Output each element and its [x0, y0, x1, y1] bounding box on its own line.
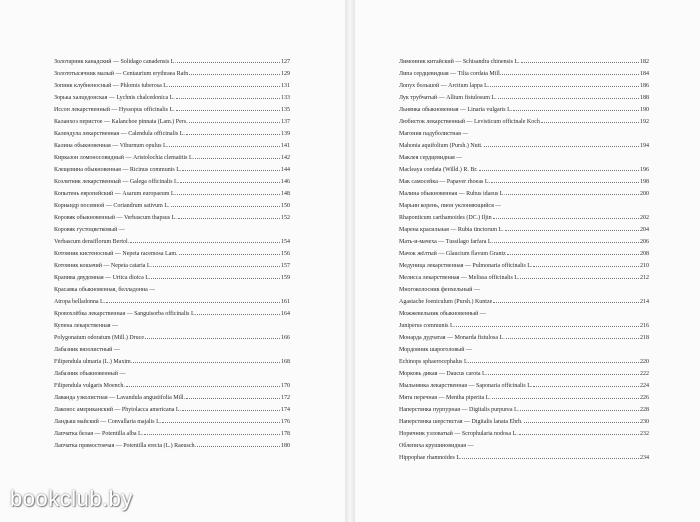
- toc-entry: [54, 356, 290, 368]
- dot-leader: [130, 241, 280, 243]
- toc-entry: [54, 68, 290, 80]
- right-page: [355, 0, 700, 522]
- toc-entry-text: Многоколосник фенхельный —: [399, 287, 480, 293]
- toc-entry-text: Монарда дудчатая — Monarda fistulosa L.: [399, 335, 505, 341]
- toc-page-number: 234: [640, 455, 649, 461]
- toc-entry: [399, 92, 649, 104]
- toc-entry-text: Macleaya cordata (Willd.) R. Br.: [399, 167, 478, 173]
- toc-page-number: 146: [281, 179, 290, 185]
- toc-entry-text: Календула лекарственная — Calendula officinalis L.: [54, 131, 185, 137]
- toc-entry: [54, 320, 290, 332]
- toc-entry: [399, 128, 649, 140]
- toc-page-number: 224: [640, 383, 649, 389]
- toc-entry: [54, 128, 290, 140]
- toc-entry-text: Марена красильная — Rubia tinctorum L.: [399, 227, 504, 233]
- toc-entry-text: Echinops sphaerocephalus L.: [399, 359, 470, 365]
- toc-page-number: 154: [281, 239, 290, 245]
- dot-leader: [145, 337, 280, 339]
- toc-page-number: 186: [640, 83, 649, 89]
- toc-entry-text: Mahonia aquifolium (Pursh.) Nutt.: [399, 143, 483, 149]
- watermark-logo: bookclub.by: [10, 486, 133, 511]
- toc-page-number: 208: [640, 251, 649, 257]
- toc-page-number: 152: [281, 215, 290, 221]
- toc-entry-text: Лопух большой — Arctium lappa L.: [399, 83, 490, 89]
- toc-entry-text: Копытень европейский — Asarum europaeum L.: [54, 191, 177, 197]
- dot-leader: [505, 229, 639, 231]
- toc-entry-text: Коровяк обыкновенный — Verbascum thapsus L.: [54, 215, 177, 221]
- dot-leader: [462, 457, 639, 459]
- toc-entry: [54, 116, 290, 128]
- toc-page-number: 232: [640, 431, 649, 437]
- toc-entry-text: Verbascum densiflorum Bertol.: [54, 239, 130, 245]
- toc-entry-text: Polygonatum odoratum (Mill.) Druce: [54, 335, 144, 341]
- toc-entry-text: Лимонник китайский — Schisandra chinensis L.: [399, 59, 520, 65]
- toc-page-number: 172: [281, 395, 290, 401]
- toc-entry-text: Малина обыкновенная — Rubus idaeus L.: [399, 191, 505, 197]
- toc-entry-text: Лапчатка прямостоячая — Potentilla erecta (L.) Raeusch.: [54, 443, 197, 449]
- toc-entry: [54, 152, 290, 164]
- toc-entry: [399, 416, 649, 428]
- dot-leader: [126, 385, 280, 387]
- dot-leader: [506, 193, 639, 195]
- dot-leader: [470, 361, 639, 363]
- toc-entry-text: Льнянка обыкновенная — Linaria vulgaris L.: [399, 107, 513, 113]
- toc-entry: [54, 260, 290, 272]
- toc-page-number: 212: [640, 275, 649, 281]
- dot-leader: [106, 301, 280, 303]
- toc-entry-text: Кирказон ломоносовидный — Aristolochia clematitis L.: [54, 155, 195, 161]
- toc-page-number: 190: [640, 107, 649, 113]
- toc-entry-text: Лабазник обыкновенный —: [54, 371, 126, 377]
- dot-leader: [197, 445, 280, 447]
- toc-page-number: 210: [640, 263, 649, 269]
- toc-entry: [399, 452, 649, 464]
- toc-entry: [399, 260, 649, 272]
- toc-entry: [54, 380, 290, 392]
- dot-leader: [177, 61, 280, 63]
- toc-page-number: 142: [281, 155, 290, 161]
- toc-entry: [54, 188, 290, 200]
- toc-entry: [54, 248, 290, 260]
- toc-entry: [54, 236, 290, 248]
- toc-entry-text: Зорька халцедонская — Lychnis chalcedonica L.: [54, 95, 175, 101]
- toc-entry-text: Мелисса лекарственная — Melissa officinalis L.: [399, 275, 520, 281]
- toc-page-number: 156: [281, 251, 290, 257]
- dot-leader: [520, 277, 639, 279]
- toc-entry: [54, 104, 290, 116]
- dot-leader: [507, 253, 639, 255]
- toc-page-number: 139: [281, 131, 290, 137]
- toc-entry-text: Красавка обыкновенная, белладонна —: [54, 287, 156, 293]
- toc-entry: [399, 152, 649, 164]
- toc-page-number: 137: [281, 119, 290, 125]
- toc-page-number: 168: [281, 359, 290, 365]
- dot-leader: [541, 121, 639, 123]
- toc-entry: [54, 392, 290, 404]
- toc-entry-text: Можжевельник обыкновенный —: [399, 311, 486, 317]
- toc-entry-text: Марьин корень, пион уклоняющийся —: [399, 203, 502, 209]
- toc-entry-text: Липа сердцевидная — Tilia cordata Mill.: [399, 71, 502, 77]
- dot-leader: [524, 421, 639, 423]
- dot-leader: [493, 301, 639, 303]
- toc-entry: [399, 368, 649, 380]
- toc-entry-text: Atropa belladonna L.: [54, 299, 106, 305]
- toc-entry-text: Наперстянка шерстистая — Digitalis lanata Ehrh.: [399, 419, 523, 425]
- dot-leader: [456, 325, 639, 327]
- dot-leader: [144, 433, 280, 435]
- dot-leader: [488, 373, 639, 375]
- dot-leader: [177, 193, 280, 195]
- toc-entry-text: Калина обыкновенная — Viburnum opulus L.: [54, 143, 169, 149]
- toc-entry-text: Медуница лекарственная — Pulmonaria officinalis L.: [399, 263, 533, 269]
- dot-leader: [182, 409, 280, 411]
- dot-leader: [133, 361, 280, 363]
- toc-entry-text: Котовник кистеносный — Nepeta racemosa Lam.: [54, 251, 178, 257]
- toc-page-number: 129: [281, 71, 290, 77]
- toc-entry-text: Наперстянка пурпурная — Digitalis purpurea L.: [399, 407, 520, 413]
- toc-page-number: 200: [640, 191, 649, 197]
- toc-page-number: 196: [640, 167, 649, 173]
- toc-entry-text: Норичник узловатый — Scrophularia nodosa L.: [399, 431, 518, 437]
- toc-page-number: 220: [640, 359, 649, 365]
- toc-entry: [399, 116, 649, 128]
- toc-entry-text: Лаконос американский — Phytolacca americana L.: [54, 407, 182, 413]
- dot-leader: [492, 397, 639, 399]
- toc-entry-text: Мать-и-мачеха — Tussilago farfara L.: [399, 239, 494, 245]
- dot-leader: [186, 397, 280, 399]
- toc-entry: [399, 176, 649, 188]
- dot-leader: [195, 157, 280, 159]
- toc-entry: [54, 140, 290, 152]
- dot-leader: [498, 97, 639, 99]
- toc-entry: [399, 80, 649, 92]
- toc-entry-text: Лабазник вязолистный —: [54, 347, 120, 353]
- toc-page-number: 226: [640, 395, 649, 401]
- toc-page-number: 188: [640, 95, 649, 101]
- toc-entry: [399, 104, 649, 116]
- toc-entry: [54, 440, 290, 452]
- toc-page-number: 141: [281, 143, 290, 149]
- toc-entry: [54, 176, 290, 188]
- dot-leader: [519, 433, 639, 435]
- toc-page-number: 157: [281, 263, 290, 269]
- toc-page-number: 166: [281, 335, 290, 341]
- toc-page-number: 222: [640, 371, 649, 377]
- toc-entry-text: Золотарник канадский — Solidago canadensis L.: [54, 59, 176, 65]
- dot-leader: [533, 385, 639, 387]
- toc-page-number: 230: [640, 419, 649, 425]
- toc-entry: [54, 416, 290, 428]
- toc-entry-text: Купена лекарственная —: [54, 323, 119, 329]
- dot-leader: [169, 145, 280, 147]
- toc-page-number: 198: [640, 179, 649, 185]
- toc-entry: [399, 200, 649, 212]
- toc-entry-text: Agastache foeniculum (Pursh.) Kuntze: [399, 299, 493, 305]
- toc-page-number: 214: [640, 299, 649, 305]
- toc-page-number: 150: [281, 203, 290, 209]
- toc-entry-text: Магония падуболистная —: [399, 131, 469, 137]
- toc-entry-text: Каланхоэ перистое — Kalanchoe pinnata (Lam.) Pers.: [54, 119, 188, 125]
- toc-entry-text: Лапчатка белая — Potentilla alba L.: [54, 431, 144, 437]
- toc-entry: [399, 380, 649, 392]
- toc-entry: [399, 404, 649, 416]
- toc-entry-text: Ландыш майский — Convallaria majalis L.: [54, 419, 162, 425]
- toc-entry: [54, 80, 290, 92]
- dot-leader: [479, 169, 639, 171]
- toc-page-number: 164: [281, 311, 290, 317]
- toc-entry-text: Крапива двудомная — Urtica dioica L.: [54, 275, 151, 281]
- toc-entry-text: Мята перечная — Mentha piperita L.: [399, 395, 491, 401]
- toc-entry: [54, 368, 290, 380]
- toc-entry: [54, 428, 290, 440]
- dot-leader: [484, 145, 640, 147]
- toc-entry: [399, 212, 649, 224]
- toc-entry: [399, 56, 649, 68]
- toc-entry: [399, 272, 649, 284]
- toc-entry-text: Иссоп лекарственный — Hyssopus officinalis L.: [54, 107, 175, 113]
- dot-leader: [178, 217, 280, 219]
- dot-leader: [493, 217, 639, 219]
- dot-leader: [182, 169, 280, 171]
- toc-entry: [54, 344, 290, 356]
- toc-entry-text: Козлятник лекарственный — Galega officinalis L.: [54, 179, 180, 185]
- left-page: [0, 0, 345, 522]
- toc-entry: [399, 248, 649, 260]
- left-toc-list: [54, 56, 290, 452]
- toc-entry-text: Лаванда узколистная — Lavandula angustifolia Mill.: [54, 395, 186, 401]
- toc-entry: [399, 284, 649, 296]
- toc-entry-text: Hippophae rhamnoides L.: [399, 455, 462, 461]
- toc-entry: [54, 284, 290, 296]
- toc-entry: [399, 440, 649, 452]
- toc-entry-text: Зопник клубненосный — Phlomis tuberosa L.: [54, 83, 169, 89]
- dot-leader: [153, 265, 280, 267]
- toc-entry: [54, 332, 290, 344]
- toc-entry: [399, 344, 649, 356]
- dot-leader: [171, 205, 280, 207]
- toc-entry-text: Клещевина обыкновенная — Ricinus communis L.: [54, 167, 182, 173]
- toc-entry-text: Коровяк густоцветковый —: [54, 227, 125, 233]
- toc-entry: [399, 392, 649, 404]
- toc-entry: [399, 164, 649, 176]
- dot-leader: [186, 133, 280, 135]
- right-toc-list: [399, 56, 649, 464]
- toc-page-number: 148: [281, 191, 290, 197]
- toc-entry-text: Морковь дикая — Daucus carota L.: [399, 371, 488, 377]
- toc-entry-text: Котовник кошачий — Nepeta cataria L.: [54, 263, 153, 269]
- toc-entry: [399, 188, 649, 200]
- toc-entry: [54, 56, 290, 68]
- toc-page-number: 127: [281, 59, 290, 65]
- toc-entry: [399, 296, 649, 308]
- toc-page-number: 161: [281, 299, 290, 305]
- toc-page-number: 192: [640, 119, 649, 125]
- toc-entry: [54, 212, 290, 224]
- toc-page-number: 133: [281, 95, 290, 101]
- toc-page-number: 194: [640, 143, 649, 149]
- dot-leader: [491, 181, 639, 183]
- dot-leader: [513, 109, 639, 111]
- dot-leader: [176, 109, 280, 111]
- toc-entry: [54, 200, 290, 212]
- toc-page-number: 170: [281, 383, 290, 389]
- toc-entry-text: Маклея сердцевидная —: [399, 155, 463, 161]
- book-gutter: [345, 0, 355, 522]
- toc-entry-text: Лук трубчатый — Allium fistulosum L.: [399, 95, 497, 101]
- toc-entry-text: Juniperus communis L.: [399, 323, 456, 329]
- toc-entry: [54, 308, 290, 320]
- toc-entry: [54, 296, 290, 308]
- toc-entry-text: Облепиха крушиновидная —: [399, 443, 474, 449]
- toc-page-number: 182: [640, 59, 649, 65]
- toc-entry: [399, 140, 649, 152]
- toc-entry-text: Любисток лекарственный — Levisticum officinale Koch: [399, 119, 540, 125]
- toc-entry-text: Мачок жёлтый — Glaucium flavum Grantz: [399, 251, 506, 257]
- toc-entry: [399, 68, 649, 80]
- toc-page-number: 218: [640, 335, 649, 341]
- toc-page-number: 144: [281, 167, 290, 173]
- dot-leader: [520, 409, 639, 411]
- toc-entry: [54, 224, 290, 236]
- toc-entry: [54, 164, 290, 176]
- toc-page-number: 131: [281, 83, 290, 89]
- toc-page-number: 180: [281, 443, 290, 449]
- toc-page-number: 135: [281, 107, 290, 113]
- toc-entry: [399, 332, 649, 344]
- toc-page-number: 176: [281, 419, 290, 425]
- toc-page-number: 184: [640, 71, 649, 77]
- toc-entry-text: Filipendula ulmaria (L.) Maxim.: [54, 359, 133, 365]
- toc-page-number: 202: [640, 215, 649, 221]
- toc-entry-text: Мордовник шароголовый —: [399, 347, 472, 353]
- dot-leader: [490, 85, 639, 87]
- toc-page-number: 216: [640, 323, 649, 329]
- toc-page-number: 228: [640, 407, 649, 413]
- dot-leader: [189, 73, 280, 75]
- toc-entry: [54, 272, 290, 284]
- dot-leader: [180, 181, 280, 183]
- toc-entry: [399, 236, 649, 248]
- toc-entry-text: Мак самосейка — Papaver rhoeas L.: [399, 179, 491, 185]
- toc-page-number: 204: [640, 227, 649, 233]
- dot-leader: [506, 337, 639, 339]
- toc-page-number: 174: [281, 407, 290, 413]
- dot-leader: [179, 253, 280, 255]
- toc-page-number: 178: [281, 431, 290, 437]
- toc-entry-text: Кровохлёбка лекарственная — Sanguisorba officinalis L.: [54, 311, 197, 317]
- toc-page-number: 206: [640, 239, 649, 245]
- toc-entry: [399, 224, 649, 236]
- dot-leader: [189, 121, 280, 123]
- toc-entry-text: Filipendula vulgaris Moench.: [54, 383, 125, 389]
- toc-entry: [399, 428, 649, 440]
- toc-entry: [399, 320, 649, 332]
- dot-leader: [533, 265, 639, 267]
- toc-entry-text: Rhaponticum carthamoides (DC.) Iljin: [399, 215, 492, 221]
- dot-leader: [151, 277, 280, 279]
- toc-page-number: 159: [281, 275, 290, 281]
- dot-leader: [494, 241, 639, 243]
- dot-leader: [162, 421, 280, 423]
- dot-leader: [502, 73, 639, 75]
- toc-entry-text: Мыльнянка лекарственная — Saponaria officinalis L.: [399, 383, 533, 389]
- toc-entry-text: Кориандр посевной — Coriandrum sativum L.: [54, 203, 170, 209]
- toc-entry-text: Золототысячник малый — Centaurium erythraea Rafn: [54, 71, 189, 77]
- toc-entry: [54, 92, 290, 104]
- dot-leader: [521, 61, 639, 63]
- dot-leader: [176, 97, 280, 99]
- toc-entry: [399, 308, 649, 320]
- dot-leader: [197, 313, 280, 315]
- dot-leader: [169, 85, 280, 87]
- toc-entry: [54, 404, 290, 416]
- toc-entry: [399, 356, 649, 368]
